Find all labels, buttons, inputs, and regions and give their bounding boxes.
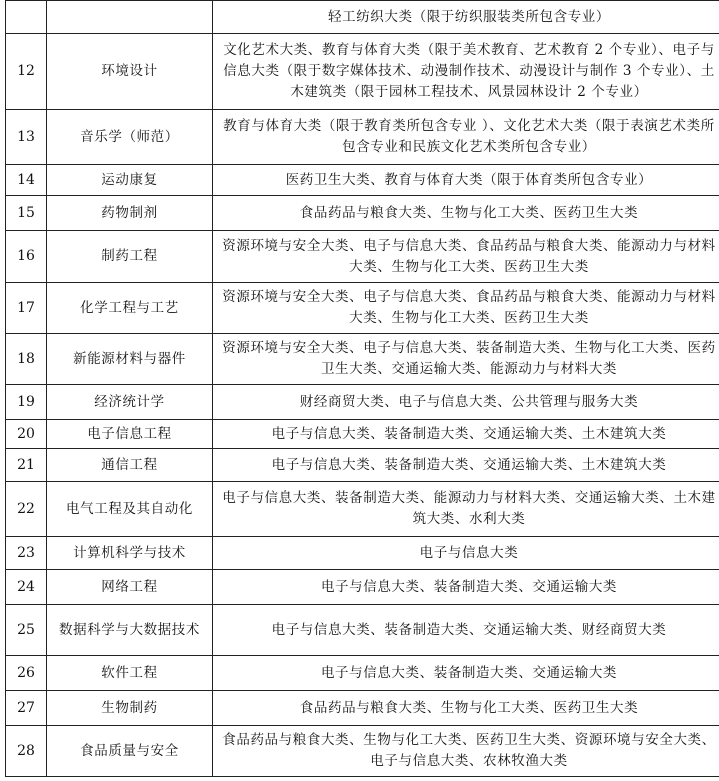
row-number: 14	[6, 165, 47, 196]
row-number: 13	[6, 110, 47, 165]
row-number: 12	[6, 34, 47, 110]
category-list: 电子与信息大类、装备制造大类、交通运输大类、财经商贸大类	[213, 605, 719, 656]
major-name: 电气工程及其自动化	[47, 482, 213, 537]
major-name: 软件工程	[47, 656, 213, 691]
table-row	[6, 420, 719, 449]
major-name: 运动康复	[47, 165, 213, 196]
category-list: 财经商贸大类、电子与信息大类、公共管理与服务大类	[213, 385, 719, 420]
table-row	[6, 726, 719, 777]
category-list: 电子与信息大类、装备制造大类、交通运输大类、土木建筑大类	[213, 420, 719, 449]
major-name: 音乐学（师范）	[47, 110, 213, 165]
table-row	[6, 449, 719, 482]
row-number: 26	[6, 656, 47, 691]
row-number: 23	[6, 537, 47, 570]
major-name: 药物制剂	[47, 196, 213, 231]
table-row	[6, 482, 719, 537]
row-number: 28	[6, 726, 47, 777]
row-number: 25	[6, 605, 47, 656]
row-number: 22	[6, 482, 47, 537]
major-name: 电子信息工程	[47, 420, 213, 449]
table-row	[6, 537, 719, 570]
major-name: 制药工程	[47, 231, 213, 283]
major-name: 通信工程	[47, 449, 213, 482]
major-name: 经济统计学	[47, 385, 213, 420]
table-row	[6, 570, 719, 605]
table-row	[6, 165, 719, 196]
major-name: 食品质量与安全	[47, 726, 213, 777]
table-row	[6, 334, 719, 385]
major-name: 生物制药	[47, 691, 213, 726]
table-row	[6, 385, 719, 420]
major-name: 网络工程	[47, 570, 213, 605]
major-name: 计算机科学与技术	[47, 537, 213, 570]
category-list: 资源环境与安全大类、电子与信息大类、食品药品与粮食大类、能源动力与材料大类、生物与化工大类、医药卫生大类	[213, 231, 719, 283]
major-name: 新能源材料与器件	[47, 334, 213, 385]
category-list: 电子与信息大类、装备制造大类、交通运输大类	[213, 656, 719, 691]
category-list: 文化艺术大类、教育与体育大类（限于美术教育、艺术教育 2 个专业）、电子与信息大类（限于数字媒体技术、动漫制作技术、动漫设计与制作 3 个专业）、土木建筑类（限于园林工程技术、风景园林设计 2 个专业）	[213, 34, 719, 110]
category-list: 食品药品与粮食大类、生物与化工大类、医药卫生大类	[213, 196, 719, 231]
category-list: 轻工纺织大类（限于纺织服装类所包含专业）	[213, 1, 719, 34]
row-number	[6, 1, 47, 34]
major-name: 数据科学与大数据技术	[47, 605, 213, 656]
major-name: 环境设计	[47, 34, 213, 110]
table-row	[6, 691, 719, 726]
row-number: 20	[6, 420, 47, 449]
table-row	[6, 231, 719, 283]
table-row	[6, 1, 719, 34]
table-row	[6, 196, 719, 231]
major-category-table	[5, 0, 719, 777]
table-row	[6, 605, 719, 656]
row-number: 18	[6, 334, 47, 385]
category-list: 教育与体育大类（限于教育类所包含专业 ）、文化艺术大类（限于表演艺术类所包含专业和民族文化艺术类所包含专业）	[213, 110, 719, 165]
row-number: 19	[6, 385, 47, 420]
table-row	[6, 110, 719, 165]
major-name	[47, 1, 213, 34]
table-row	[6, 656, 719, 691]
category-list: 资源环境与安全大类、电子与信息大类、食品药品与粮食大类、能源动力与材料大类、生物与化工大类、医药卫生大类	[213, 283, 719, 334]
category-list: 电子与信息大类	[213, 537, 719, 570]
category-list: 食品药品与粮食大类、生物与化工大类、医药卫生大类、资源环境与安全大类、电子与信息大类、农林牧渔大类	[213, 726, 719, 777]
table-row	[6, 34, 719, 110]
table-row	[6, 283, 719, 334]
category-list: 食品药品与粮食大类、生物与化工大类、医药卫生大类	[213, 691, 719, 726]
category-list: 电子与信息大类、装备制造大类、交通运输大类、土木建筑大类	[213, 449, 719, 482]
category-list: 电子与信息大类、装备制造大类、能源动力与材料大类、交通运输大类、土木建筑大类、水利大类	[213, 482, 719, 537]
category-list: 医药卫生大类、教育与体育大类（限于体育类所包含专业）	[213, 165, 719, 196]
category-list: 电子与信息大类、装备制造大类、交通运输大类	[213, 570, 719, 605]
row-number: 17	[6, 283, 47, 334]
row-number: 27	[6, 691, 47, 726]
major-name: 化学工程与工艺	[47, 283, 213, 334]
row-number: 24	[6, 570, 47, 605]
row-number: 15	[6, 196, 47, 231]
row-number: 16	[6, 231, 47, 283]
row-number: 21	[6, 449, 47, 482]
category-list: 资源环境与安全大类、电子与信息大类、装备制造大类、生物与化工大类、医药卫生大类、交通运输大类、能源动力与材料大类	[213, 334, 719, 385]
